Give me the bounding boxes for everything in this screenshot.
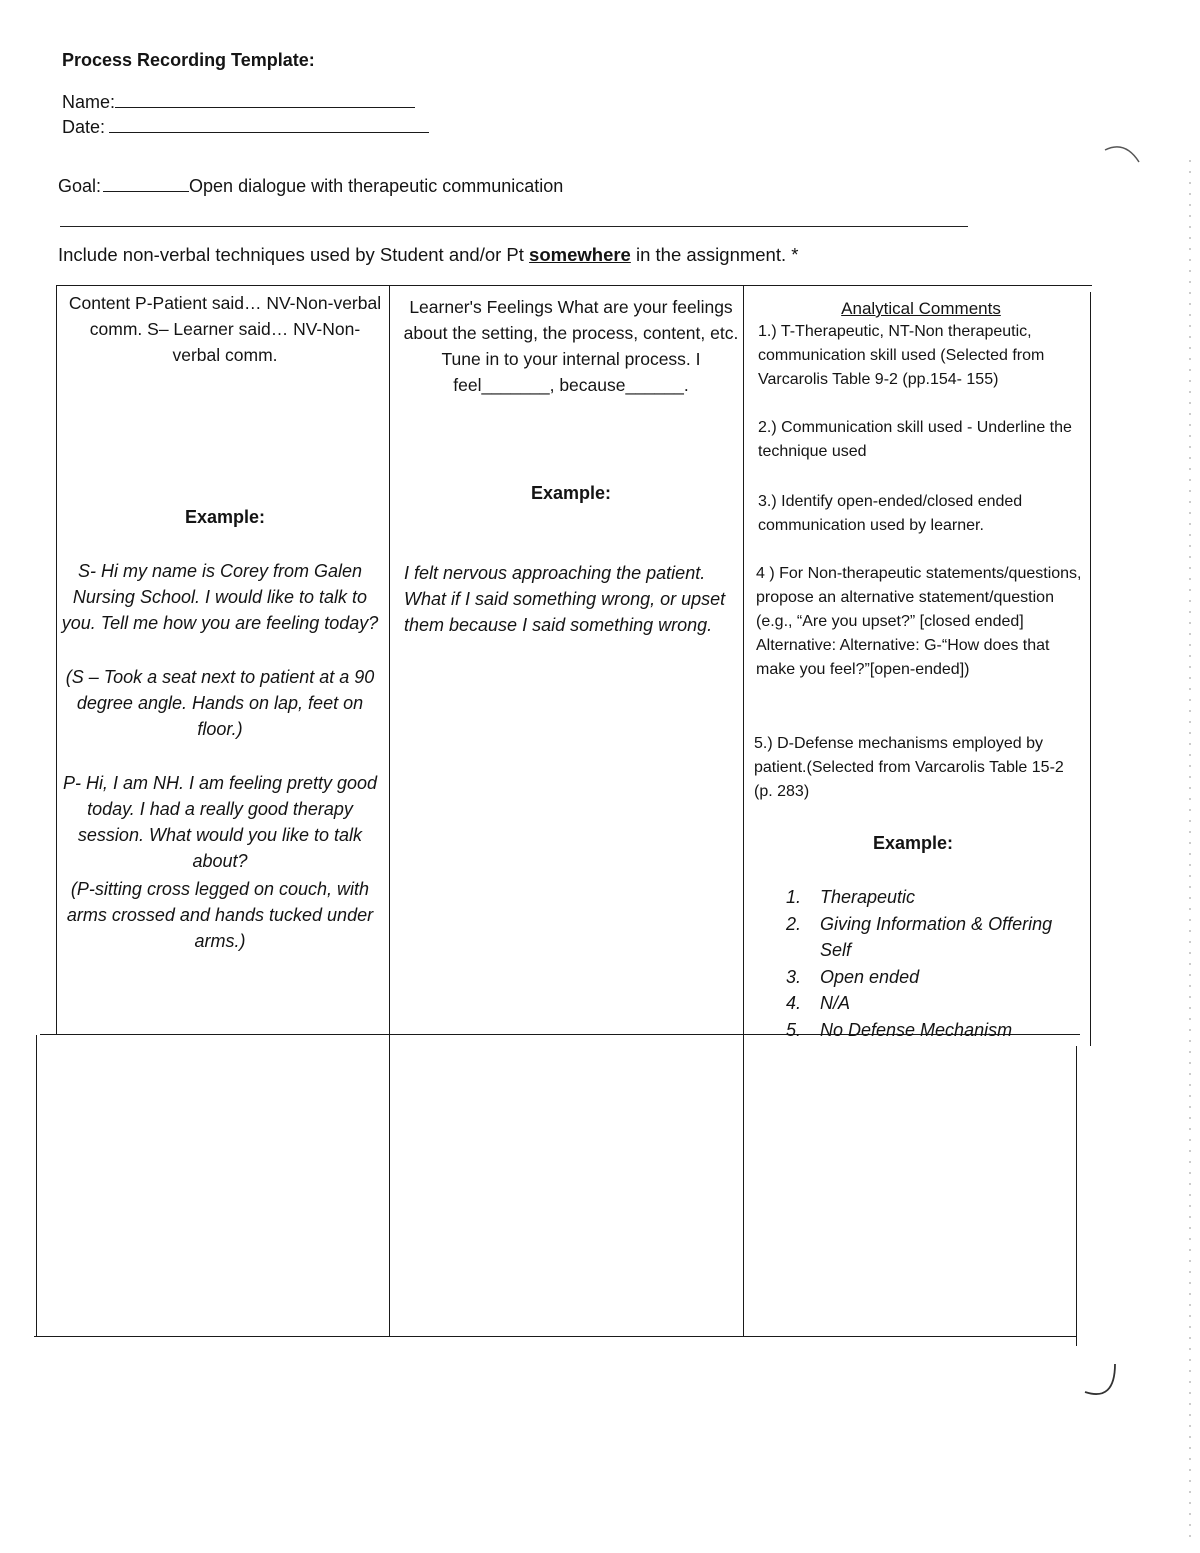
analytical-item-2: 2.) Communication skill used - Underline the technique used <box>758 419 1072 460</box>
scan-mark-top-right <box>1105 147 1139 162</box>
content-example-s1: S- Hi my name is Corey from Galen Nursing School. I would like to talk to you. Tell me how you are feeling today? <box>61 561 379 633</box>
analytical-column-header: Analytical Comments <box>841 299 1001 318</box>
content-example-s1-nv: (S – Took a seat next to patient at a 90 degree angle. Hands on lap, feet on floor.) <box>65 667 375 739</box>
date-label: Date: <box>62 117 106 137</box>
feelings-example-label: Example: <box>530 483 612 503</box>
content-example-p1-nv: (P-sitting cross legged on couch, with arms crossed and hands tucked under arms.) <box>66 879 374 951</box>
feelings-example-text: I felt nervous approaching the patient. What if I said something wrong, or upset them because I said something wrong. <box>404 563 726 635</box>
scan-mark-bottom-right <box>1085 1364 1115 1394</box>
analytical-item-5: 5.) D-Defense mechanisms employed by patient.(Selected from Varcarolis Table 15-2 (p. 283) <box>754 735 1064 800</box>
instructions-prefix: Include non-verbal techniques used by Student and/or Pt <box>58 244 530 265</box>
analytical-item-4: 4 ) For Non-therapeutic statements/questions, propose an alternative statement/question (e.g., “Are you upset?” [closed ended] Alternative: Alternative: G-“How does that make you feel?”[open-ended]) <box>756 565 1082 678</box>
instructions-emphasis: somewhere <box>529 244 631 265</box>
content-example-p1: P- Hi, I am NH. I am feeling pretty good today. I had a really good therapy session. What would you like to talk about? <box>62 773 378 871</box>
content-column-header: Content P-Patient said… NV-Non-verbal comm. S– Learner said… NV-Non-verbal comm. <box>68 293 382 365</box>
content-example-label: Example: <box>184 507 266 527</box>
list-item: 3. Open ended <box>786 966 920 987</box>
list-item: 2. Giving Information & Offering Self <box>786 913 1053 960</box>
goal-label: Goal: <box>58 176 102 196</box>
feelings-column-header: Learner's Feelings What are your feelings about the setting, the process, content, etc. Tune in to your internal process. I feel_______, because______. <box>403 297 739 395</box>
list-item: 5. No Defense Mechanism <box>786 1019 1013 1040</box>
analytical-item-1: 1.) T-Therapeutic, NT-Non therapeutic, communication skill used (Selected from Varcarolis Table 9-2 (pp.154- 155) <box>758 323 1045 388</box>
list-item: 4. N/A <box>786 993 851 1013</box>
analytical-item-3: 3.) Identify open-ended/closed ended communication used by learner. <box>758 493 1023 534</box>
name-label: Name: <box>62 92 116 112</box>
list-item: 1. Therapeutic <box>786 887 916 907</box>
page-title: Process Recording Template: <box>62 50 315 70</box>
goal-value: Open dialogue with therapeutic communication <box>189 176 564 196</box>
instructions-suffix: in the assignment. * <box>630 244 799 265</box>
analytical-example-label: Example: <box>872 833 954 853</box>
